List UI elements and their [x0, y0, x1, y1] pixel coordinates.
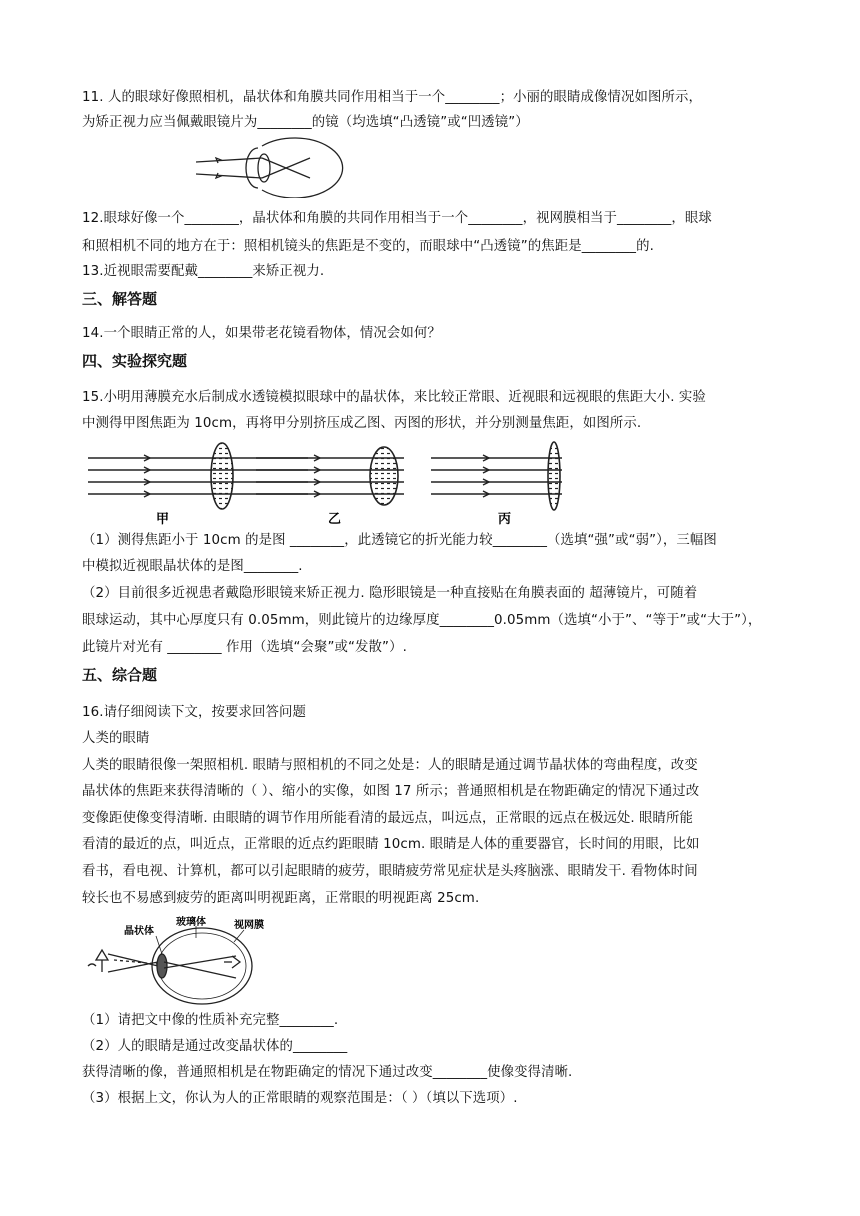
q16-part3: （3）根据上文，你认为人的正常眼睛的观察范围是：（ ）（填以下选项）.: [82, 1091, 518, 1106]
q16-para-line: 较长也不易感到疲劳的距离叫明视距离，正常眼的明视距离 25cm.: [82, 891, 480, 906]
q16-part2-line-2: 获得清晰的像，普通照相机是在物距确定的情况下通过改变________使像变得清晰.: [82, 1065, 573, 1080]
q11-line-1: 11. 人的眼球好像照相机，晶状体和角膜共同作用相当于一个________；小丽的眼睛成像情况如图所示，: [82, 90, 702, 105]
fig-label-lens: 晶状体: [124, 926, 154, 937]
fig-label-retina: 视网膜: [234, 920, 264, 931]
q16-para-line: 人类的眼睛很像一架照相机. 眼睛与照相机的不同之处是：人的眼睛是通过调节晶状体的弯曲程度，改变: [82, 758, 698, 773]
q12-line-2: 和照相机不同的地方在于：照相机镜头的焦距是不变的，而眼球中“凸透镜”的焦距是________的.: [82, 239, 654, 254]
q16-part2-line-1: （2）人的眼睛是通过改变晶状体的________: [82, 1039, 348, 1054]
lens-jia: [211, 443, 233, 509]
fig-label-vitreous: 玻璃体: [176, 917, 206, 928]
section-heading-4: 四、实验探究题: [82, 352, 188, 370]
q16-para-line: 晶状体的焦距来获得清晰的（ ）、缩小的实像，如图 17 所示；普通照相机是在物距确定的情况下通过改: [82, 784, 700, 799]
q15-line-2: 中测得甲图焦距为 10cm，再将甲分别挤压成乙图、丙图的形状，并分别测量焦距，如图所示.: [82, 416, 642, 431]
q15-part2-line-1: （2）目前很多近视患者戴隐形眼镜来矫正视力. 隐形眼镜是一种直接贴在角膜表面的 超薄镜片，可随着: [82, 586, 698, 601]
q11-line-2: 为矫正视力应当佩戴眼镜片为________的镜（均选填“凸透镜”或“凹透镜”）: [82, 115, 529, 130]
q15-part2-line-2: 眼球运动，其中心厚度只有 0.05mm，则此镜片的边缘厚度________0.05mm（选填“小于”、“等于”或“大于”），: [82, 613, 762, 628]
lens-yi: [370, 447, 398, 505]
q15-line-1: 15.小明用薄膜充水后制成水透镜模拟眼球中的晶状体，来比较正常眼、近视眼和远视眼的焦距大小. 实验: [82, 390, 706, 405]
q15-part2-line-3: 此镜片对光有 ________ 作用（选填“会聚”或“发散”）.: [82, 640, 407, 655]
q12-line-1: 12.眼球好像一个________，晶状体和角膜的共同作用相当于一个________，视网膜相当于________，眼球: [82, 211, 712, 226]
fig-label-yi: 乙: [328, 512, 342, 527]
q16-part1: （1）请把文中像的性质补充完整________.: [82, 1013, 339, 1028]
eye-anatomy-figure: [84, 916, 314, 1008]
q16-line-1: 16.请仔细阅读下文，按要求回答问题: [82, 705, 306, 720]
section-heading-5: 五、综合题: [82, 666, 158, 684]
water-lens-figure: [86, 436, 586, 528]
q16-para-line: 看清的最近的点，叫近点，正常眼的近点约距眼睛 10cm. 眼睛是人体的重要器官，长时间的用眼，比如: [82, 837, 700, 852]
lens-bing: [548, 442, 560, 510]
eye-diagram-figure: [196, 134, 376, 198]
fig-label-bing: 丙: [498, 512, 512, 527]
section-heading-3: 三、解答题: [82, 290, 158, 308]
q13-line-1: 13.近视眼需要配戴________来矫正视力.: [82, 264, 325, 279]
q14-line-1: 14.一个眼睛正常的人，如果带老花镜看物体，情况会如何？: [82, 326, 441, 341]
q16-para-line: 看书，看电视、计算机，都可以引起眼睛的疲劳，眼睛疲劳常见症状是头疼脑涨、眼睛发干. 看物体时间: [82, 864, 698, 879]
q16-article-title: 人类的眼睛: [82, 731, 150, 746]
q15-part1-line-1: （1）测得焦距小于 10cm 的是图 ________，此透镜它的折光能力较________（选填“强”或“弱”），三幅图: [82, 533, 717, 548]
q15-part1-line-2: 中模拟近视眼晶状体的是图________.: [82, 559, 303, 574]
q16-para-line: 变像距使像变得清晰. 由眼睛的调节作用所能看清的最远点，叫远点，正常眼的远点在极远处. 眼睛所能: [82, 811, 694, 826]
fig-label-jia: 甲: [156, 512, 170, 527]
